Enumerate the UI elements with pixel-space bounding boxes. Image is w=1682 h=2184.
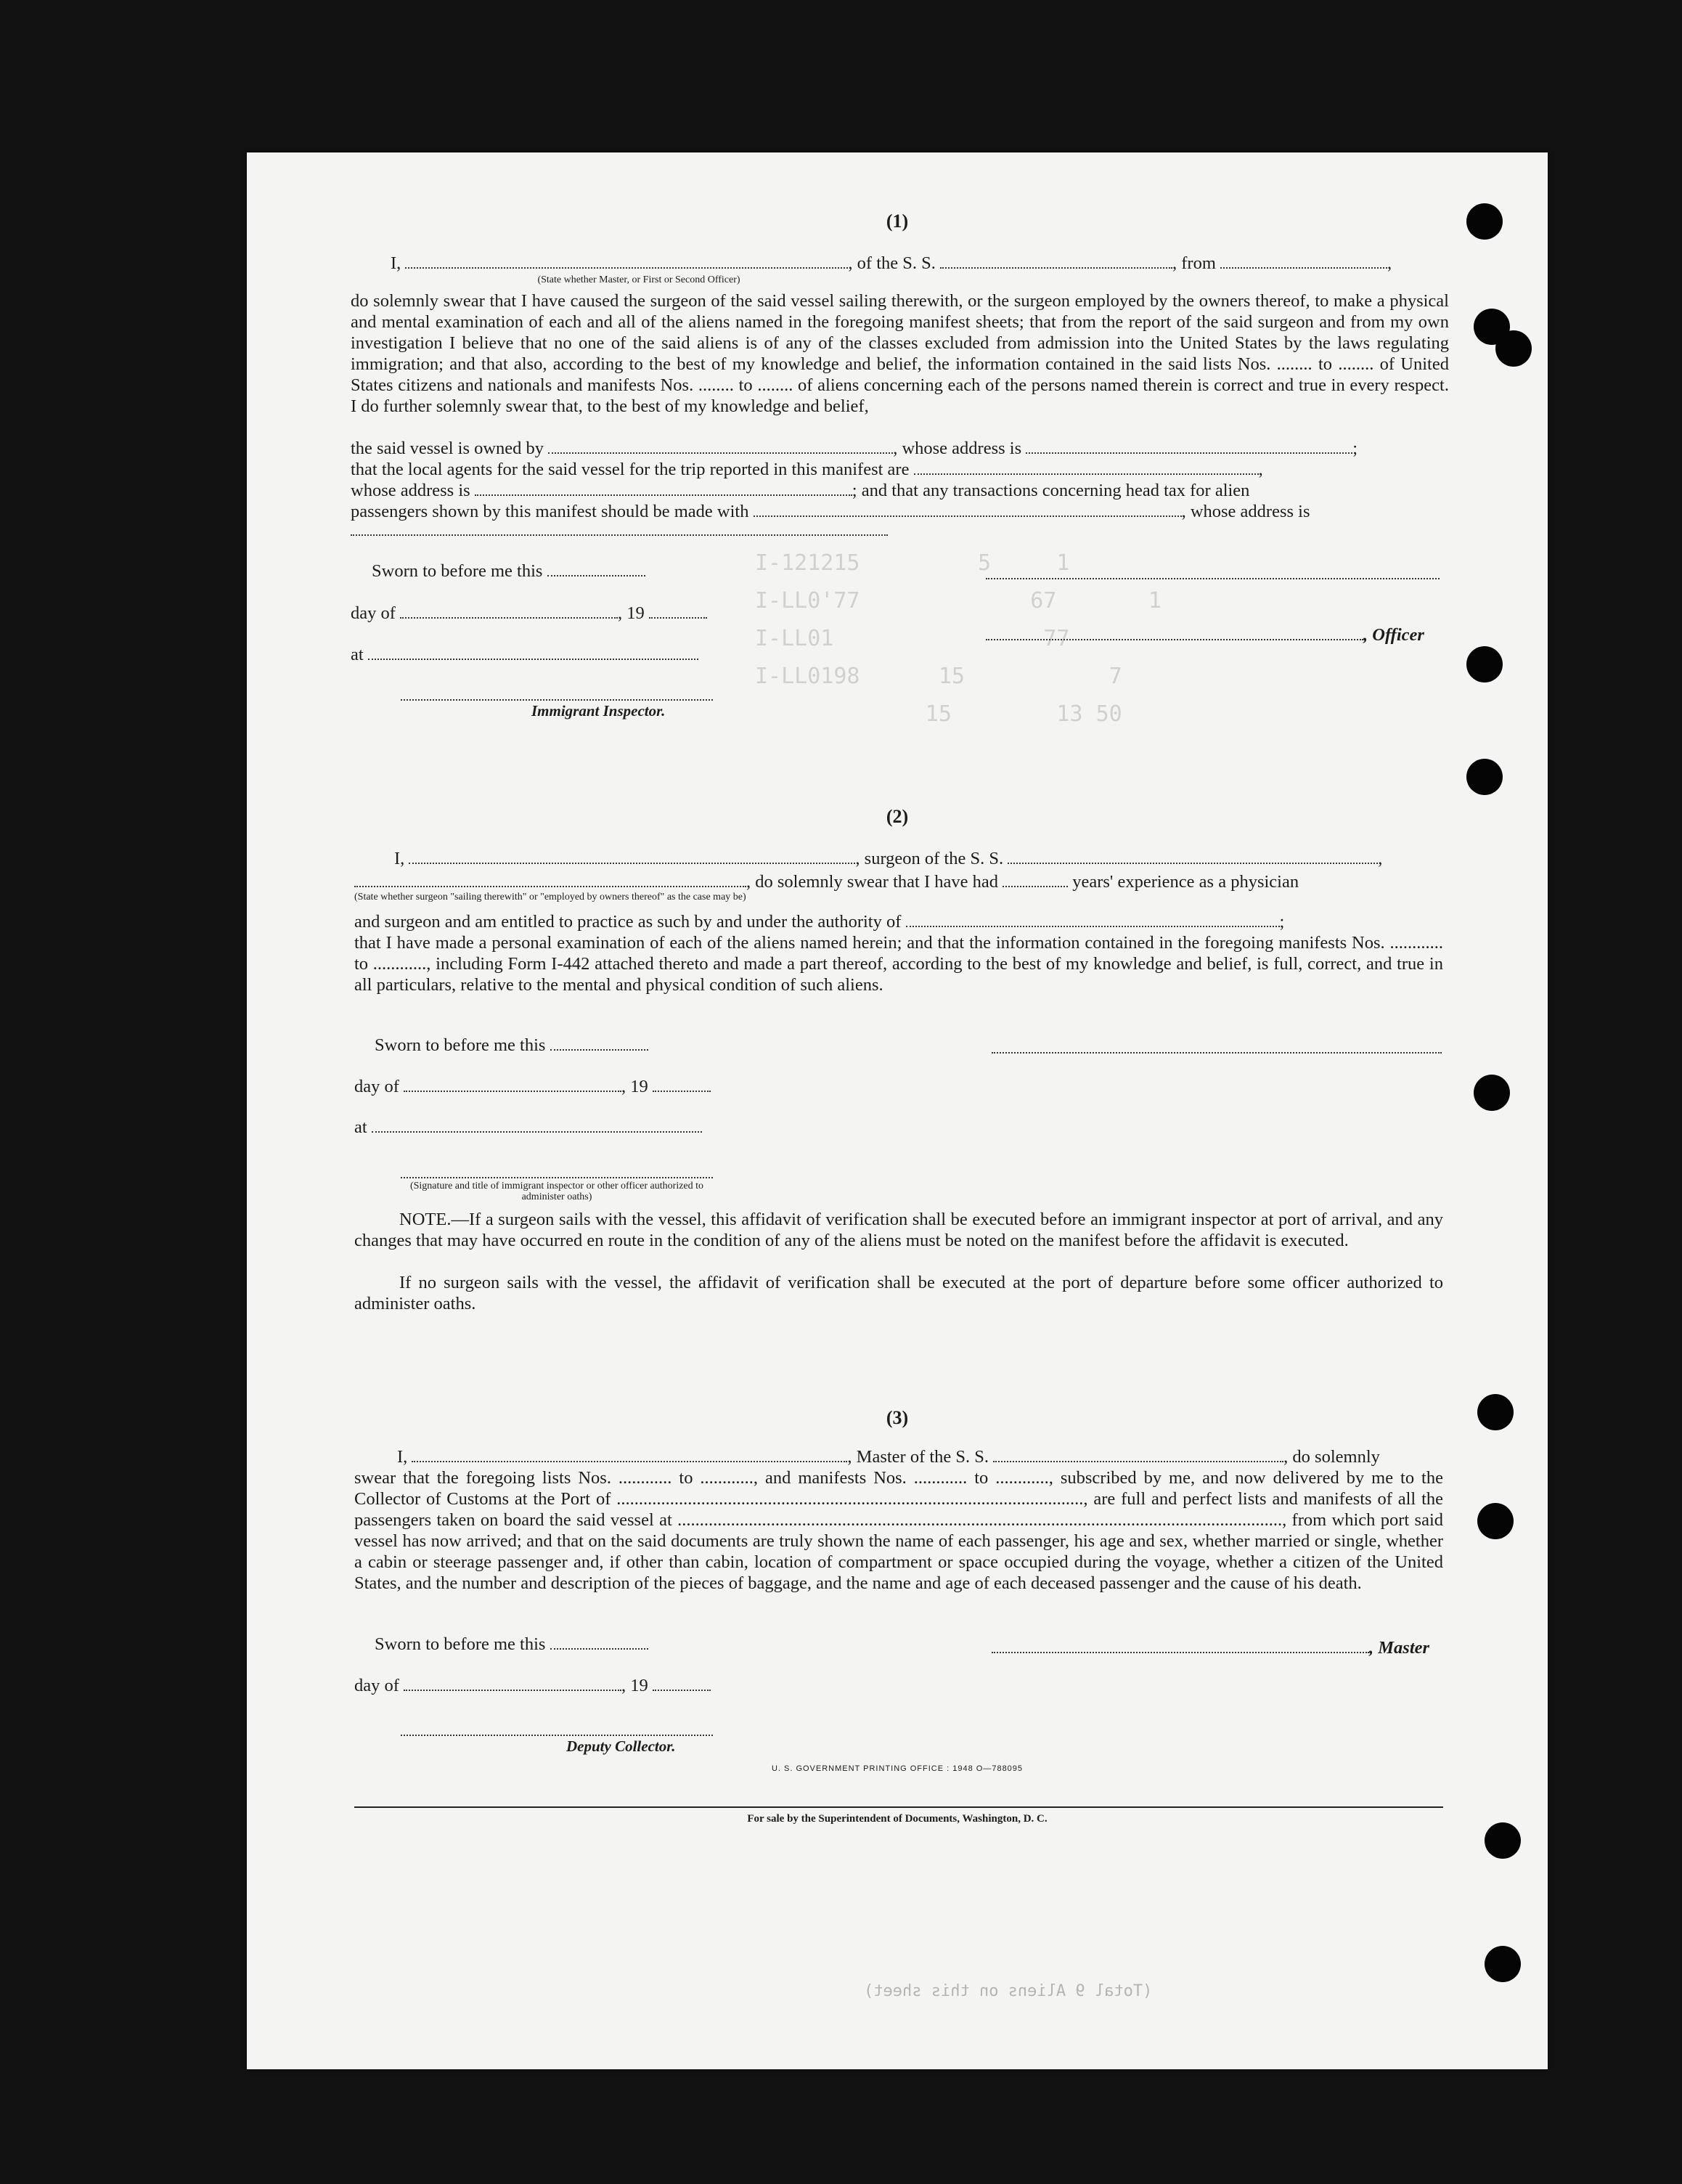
- sale-notice: For sale by the Superintendent of Documents, Washington, D. C.: [747, 1813, 1048, 1825]
- section-3-collector-signature-blank: [401, 1734, 713, 1736]
- section-3-sworn-line: Sworn to before me this: [375, 1634, 648, 1655]
- section-2-sworn-line: Sworn to before me this: [375, 1035, 648, 1056]
- section-2-number: (2): [886, 806, 909, 827]
- form-page: [247, 152, 1548, 2069]
- section-2-officer-caption: (Signature and title of immigrant inspector or other officer authorized to administer oaths): [409, 1181, 704, 1202]
- bleed-through-handwriting: I-121215 5 1 I-LL0'77 67 1 I-LL01 77 I-LL0198 15 7 15 13 50: [755, 550, 1162, 727]
- section-1-head-tax-line: passengers shown by this manifest should be made with , whose address is: [351, 502, 1310, 521]
- section-2-surgeon-caption: (State whether surgeon "sailing therewith" or "employed by owners thereof" as the case may be): [354, 892, 746, 902]
- section-2-officer-signature-blank: [401, 1176, 713, 1178]
- section-1-at-line: at: [351, 644, 698, 665]
- section-2-day-line: day of , 19: [354, 1076, 711, 1097]
- section-1-officer-signature-blank: [986, 577, 1440, 579]
- section-1-owner-line: the said vessel is owned by , whose address is ;: [351, 439, 1358, 458]
- section-3-deputy-collector-label: Deputy Collector.: [566, 1737, 676, 1755]
- section-1-day-line: day of , 19: [351, 603, 707, 624]
- section-3-master-signature: , Master: [992, 1637, 1429, 1658]
- section-2-at-line: at: [354, 1117, 702, 1138]
- section-1-officer-caption: (State whether Master, or First or Second Officer): [537, 274, 740, 285]
- section-2-note: NOTE.—If a surgeon sails with the vessel, this affidavit of verification shall be executed before an immigrant inspector at port of arrival, and any changes that may have occurred en route in the condition of any of the aliens must be noted on the manifest before the affidavit is executed.: [354, 1210, 1443, 1250]
- footer-rule: [354, 1806, 1443, 1808]
- section-1-inspector-signature-blank: [401, 698, 713, 701]
- section-3-number: (3): [886, 1407, 909, 1428]
- punch-hole: [1477, 1503, 1514, 1539]
- section-1-agents-line: that the local agents for the said vessel for the trip reported in this manifest are ,: [351, 460, 1263, 479]
- section-1-body: do solemnly swear that I have caused the surgeon of the said vessel sailing therewith, or the surgeon employed by the owners thereof, to make a physical and mental examination of each and all of the aliens named in the foregoing manifest sheets; that from the report of the said surgeon and from my own investigation I believe that no one of the said aliens is of any of the classes excluded from admission into the United States by the laws regulating immigration; and that also, according to the best of my knowledge and belief, the information contained in the said lists Nos. ........ to ........ of United States citizens and nationals and manifests Nos. ........ to ........ of aliens concerning each of the persons named therein is correct and true in every respect. I do further solemnly swear that, to the best of my knowledge and belief,: [351, 291, 1449, 416]
- section-2-surgeon-line: I, , surgeon of the S. S. ,: [394, 849, 1383, 868]
- bleed-through-stamp: (Total 9 Aliens on this sheet): [864, 1982, 1153, 2000]
- punch-hole: [1485, 1822, 1521, 1859]
- section-3-body: swear that the foregoing lists Nos. ............ to ............, and manifests Nos. ............ to ............, subscribed by me, and now delivered by me to the Collector of Customs at the Port of ........................................................................................................., are full and perfect lists and manifests of all the passengers taken on board the said vessel at ........................................................................................................................................, from which port said vessel has now arrived; and that on the said documents are truly shown the name of each passenger, his age and sex, whether married or single, whether a cabin or steerage passenger and, if other than cabin, location of compartment or space occupied during the voyage, whether a citizen of the United States, and the number and description of the pieces of baggage, and the name and age of each deceased passenger and the cause of his death.: [354, 1468, 1443, 1593]
- section-3-master-line: I, , Master of the S. S. , do solemnly: [397, 1447, 1380, 1467]
- section-2-note-continued: If no surgeon sails with the vessel, the affidavit of verification shall be executed at the port of departure before some officer authorized to administer oaths.: [354, 1273, 1443, 1313]
- section-1-officer-line: I, , of the S. S. , from ,: [391, 253, 1392, 273]
- section-2-experience-line: , do solemnly swear that I have had years' experience as a physician: [354, 871, 1299, 892]
- section-1-sworn-line: Sworn to before me this: [372, 561, 645, 582]
- section-1-agent-address-line: whose address is ; and that any transactions concerning head tax for alien: [351, 481, 1250, 500]
- punch-hole: [1485, 1946, 1521, 1982]
- punch-hole: [1466, 646, 1503, 682]
- punch-hole: [1495, 330, 1532, 367]
- section-1-address-blank: [351, 534, 888, 536]
- punch-hole: [1474, 1075, 1510, 1111]
- section-1-number: (1): [886, 211, 909, 232]
- printing-office-imprint: U. S. GOVERNMENT PRINTING OFFICE : 1948 O—788095: [771, 1764, 1024, 1773]
- section-2-surgeon-signature-blank: [992, 1051, 1442, 1054]
- punch-hole: [1466, 759, 1503, 795]
- section-2-body: that I have made a personal examination of each of the aliens named herein; and that the information contained in the foregoing manifests Nos. ............ to ............, including Form I-442 attached thereto and made a part thereof, according to the best of my knowledge and belief, is full, correct, and true in all particulars, relative to the mental and physical condition of such aliens.: [354, 933, 1443, 995]
- section-1-inspector-label: Immigrant Inspector.: [531, 702, 666, 720]
- section-2-authority-line: and surgeon and am entitled to practice as such by and under the authority of ;: [354, 912, 1285, 932]
- section-3-day-line: day of , 19: [354, 1675, 711, 1696]
- section-1-officer-signature: , Officer: [986, 624, 1424, 645]
